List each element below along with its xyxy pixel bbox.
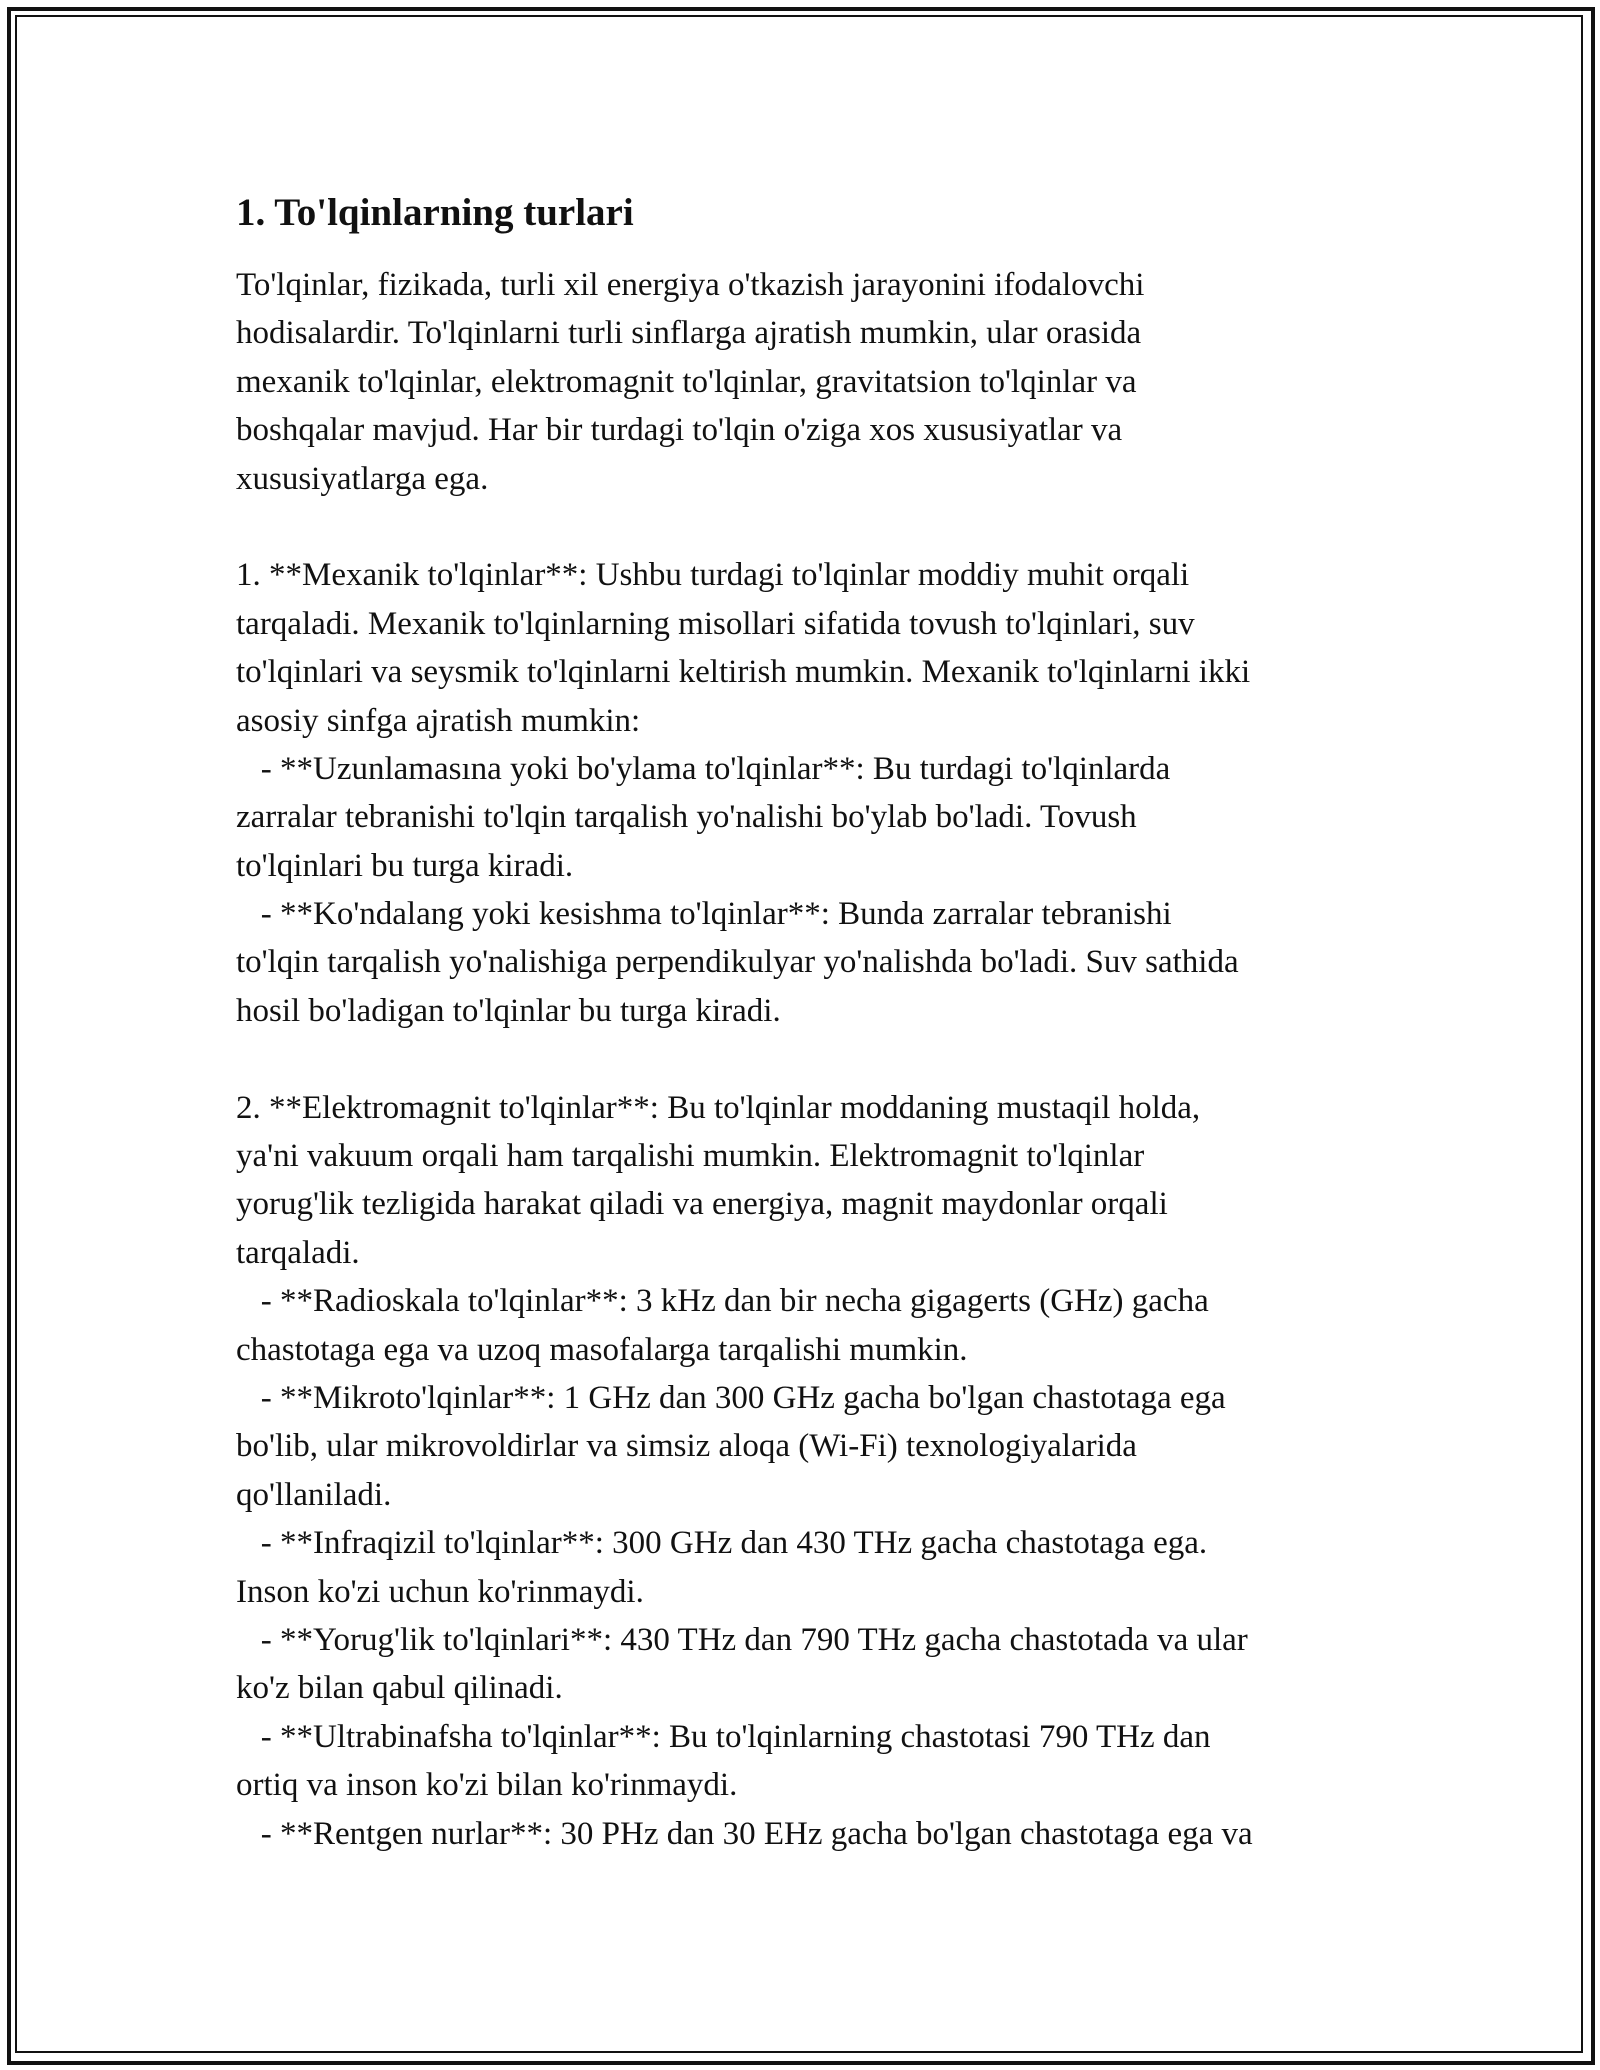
text-line: ortiq va inson ko'zi bilan ko'rinmaydi. (236, 1767, 738, 1804)
text-line: - **Uzunlamasına yoki bo'ylama to'lqinlar**: Bu turdagi to'lqinlarda (236, 750, 1171, 787)
text-line: hodisalardir. To'lqinlarni turli sinflarga ajratish mumkin, ular orasida (236, 315, 1142, 352)
text-line: asosiy sinfga ajratish mumkin: (236, 702, 641, 739)
text-line: mexanik to'lqinlar, elektromagnit to'lqinlar, gravitatsion to'lqinlar va (236, 363, 1137, 400)
text-line: hosil bo'ladigan to'lqinlar bu turga kiradi. (236, 992, 781, 1029)
text-line: yorug'lik tezligida harakat qiladi va energiya, magnit maydonlar orqali (236, 1186, 1168, 1223)
blank-line (236, 503, 1386, 551)
text-line: - **Infraqizil to'lqinlar**: 300 GHz dan 430 THz gacha chastotaga ega. (236, 1525, 1208, 1562)
text-line: ko'z bilan qabul qilinadi. (236, 1670, 563, 1707)
text-line: bo'lib, ular mikrovoldirlar va simsiz aloqa (Wi-Fi) texnologiyalarida (236, 1428, 1137, 1465)
text-line: zarralar tebranishi to'lqin tarqalish yo'nalishi bo'ylab bo'ladi. Tovush (236, 799, 1137, 836)
text-line: - **Rentgen nurlar**: 30 PHz dan 30 EHz gacha bo'lgan chastotaga ega va (236, 1815, 1253, 1852)
text-line: To'lqinlar, fizikada, turli xil energiya o'tkazish jarayonini ifodalovchi (236, 267, 1145, 303)
text-line: ya'ni vakuum orqali ham tarqalishi mumkin. Elektromagnit to'lqinlar (236, 1138, 1145, 1175)
text-line: 2. **Elektromagnit to'lqinlar**: Bu to'lqinlar moddaning mustaqil holda, (236, 1089, 1201, 1126)
text-line: tarqaladi. Mexanik to'lqinlarning misollari sifatida tovush to'lqinlari, suv (236, 605, 1195, 642)
text-line: Inson ko'zi uchun ko'rinmaydi. (236, 1573, 644, 1610)
text-line: - **Radioskala to'lqinlar**: 3 kHz dan bir necha gigagerts (GHz) gacha (236, 1283, 1209, 1320)
text-line: tarqaladi. (236, 1234, 360, 1271)
section-heading: 1. To'lqinlarning turlari (236, 191, 634, 234)
text-line: - **Yorug'lik to'lqinlari**: 430 THz dan 790 THz gacha chastotada va ular (236, 1621, 1248, 1658)
text-line: to'lqinlari va seysmik to'lqinlarni keltirish mumkin. Mexanik to'lqinlarni ikki (236, 654, 1251, 691)
text-line: qo'llaniladi. (236, 1476, 392, 1513)
text-line: - **Ko'ndalang yoki kesishma to'lqinlar**: Bunda zarralar tebranishi (236, 896, 1172, 933)
text-line: - **Ultrabinafsha to'lqinlar**: Bu to'lqinlarning chastotasi 790 THz dan (236, 1718, 1211, 1755)
text-line: to'lqinlari bu turga kiradi. (236, 847, 574, 884)
section-body (236, 261, 1386, 1858)
text-line: 1. **Mexanik to'lqinlar**: Ushbu turdagi to'lqinlar moddiy muhit orqali (236, 557, 1190, 594)
document-content (236, 185, 1386, 1858)
text-line: to'lqin tarqalish yo'nalishiga perpendikulyar yo'nalishda bo'ladi. Suv sathida (236, 944, 1239, 981)
blank-line (236, 1035, 1386, 1083)
text-line: boshqalar mavjud. Har bir turdagi to'lqin o'ziga xos xususiyatlar va (236, 412, 1123, 449)
text-line: chastotaga ega va uzoq masofalarga tarqalishi mumkin. (236, 1331, 968, 1368)
text-line: xususiyatlarga ega. (236, 460, 489, 497)
text-line: - **Mikroto'lqinlar**: 1 GHz dan 300 GHz gacha bo'lgan chastotaga ega (236, 1379, 1226, 1416)
